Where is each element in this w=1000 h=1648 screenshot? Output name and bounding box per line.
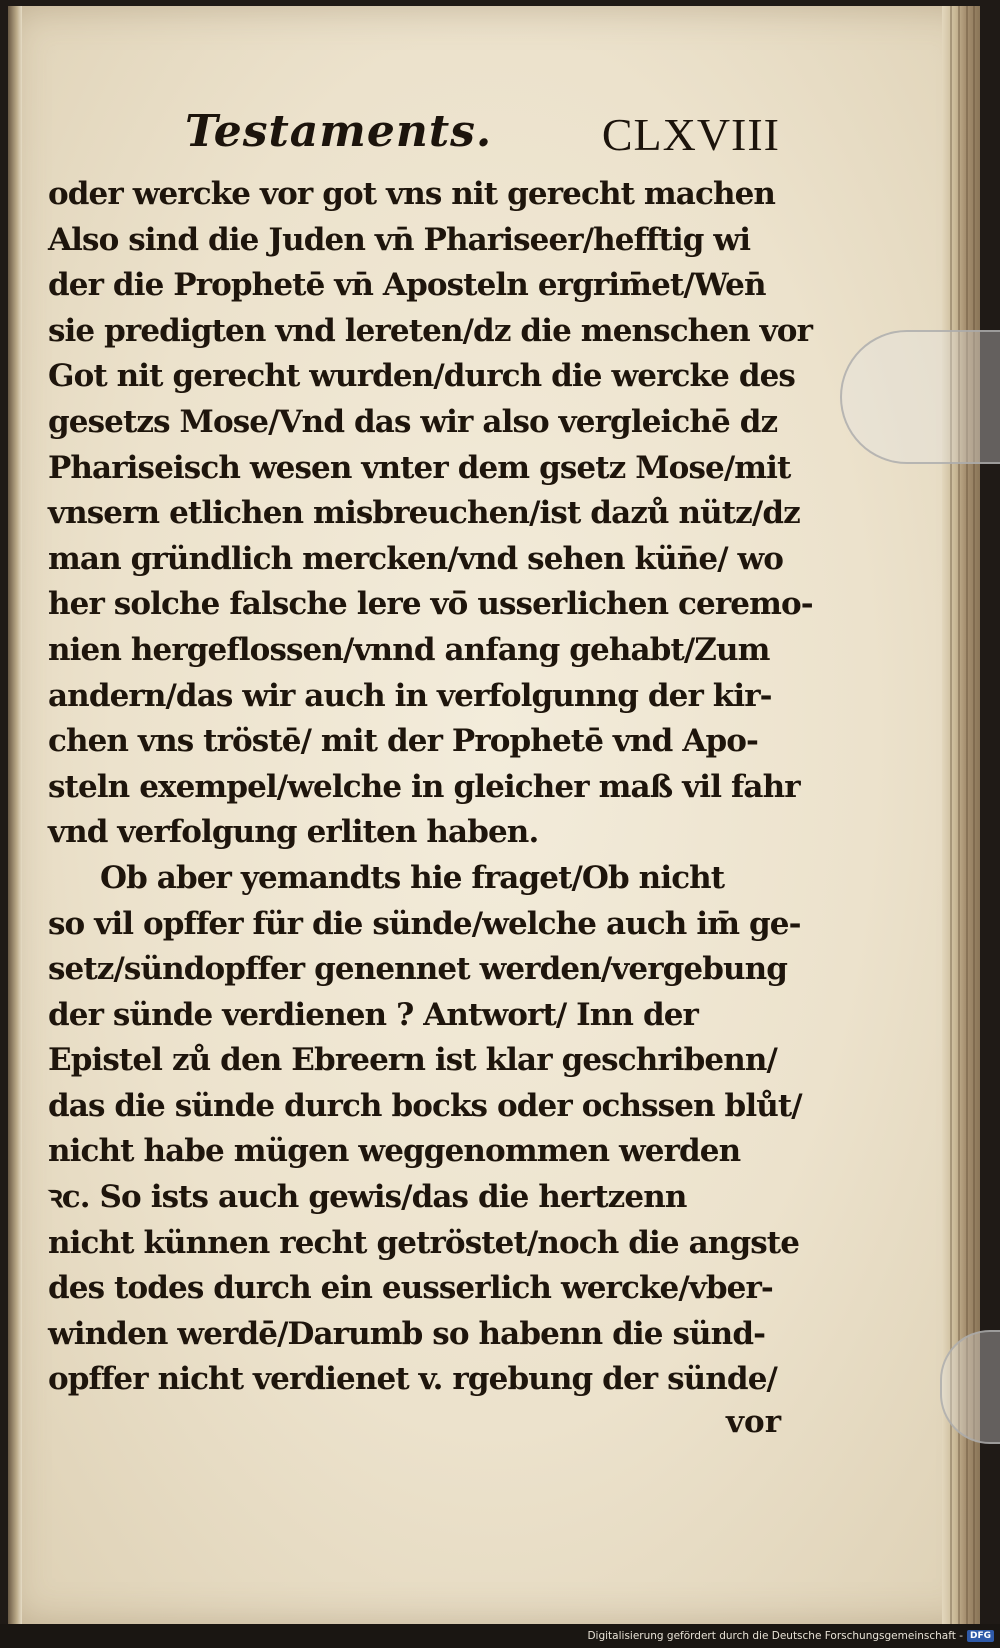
folio-number: CLXVIII: [601, 109, 780, 160]
text-line: vnd verfolgung erliten haben.: [48, 814, 539, 851]
page-header: [185, 106, 780, 168]
dfg-credit: [587, 1628, 994, 1644]
text-line: Phariseisch wesen vnter dem gsetz Mose/mit: [48, 449, 791, 486]
body-text: [48, 172, 813, 1403]
text-line: der sünde verdienen ? Antwort/ Inn der: [48, 996, 698, 1033]
text-line: so vil opffer für die sünde/welche auch im̄ ge-: [48, 905, 801, 942]
text-line: nien hergeflossen/vnnd anfang gehabt/Zum: [48, 631, 770, 668]
running-head: Testaments.: [185, 106, 493, 157]
text-line: Got nit gerecht wurden/durch die wercke des: [48, 358, 795, 395]
text-line: andern/das wir auch in verfolgunng der kir-: [48, 677, 772, 714]
catchword: vor: [726, 1404, 782, 1440]
text-line: winden werdē/Darumb so habenn die sünd-: [48, 1315, 766, 1352]
text-line: Ob aber yemandts hie fraget/Ob nicht: [100, 859, 725, 896]
text-line: chen vns tröstē/ mit der Prophetē vnd Apo-: [48, 723, 758, 760]
footer-band: [0, 1624, 1000, 1648]
text-line: sie predigten vnd lereten/dz die menschen vor: [48, 312, 813, 349]
text-line: steln exempel/welche in gleicher maß vil fahr: [48, 768, 800, 805]
text-line: ꝛc. So ists auch gewis/das die hertzenn: [48, 1179, 687, 1216]
text-line: des todes durch ein eusserlich wercke/vber-: [48, 1270, 773, 1307]
text-line: vnsern etlichen misbreuchen/ist dazů nütz/dz: [48, 495, 800, 532]
text-line: Also sind die Juden vn̄ Phariseer/hefftig wi: [48, 221, 751, 258]
text-line: Epistel zů den Ebreern ist klar geschribenn/: [48, 1042, 777, 1079]
text-line: das die sünde durch bocks oder ochssen blůt/: [48, 1087, 802, 1124]
dfg-logo: DFG: [967, 1630, 994, 1642]
page-gutter-edge: [8, 6, 22, 1626]
text-line: setz/sündopffer genennet werden/vergebung: [48, 951, 788, 988]
text-line: oder wercke vor got vns nit gerecht machen: [48, 176, 776, 212]
text-line: der die Prophetē vn̄ Aposteln ergrim̄et/Wen̄: [48, 267, 766, 304]
text-line: gesetzs Mose/Vnd das wir also vergleichē dz: [48, 403, 778, 440]
dfg-credit-text: Digitalisierung gefördert durch die Deutsche Forschungsgemeinschaft -: [587, 1630, 963, 1642]
page-clip-top: [840, 330, 1000, 464]
text-line: nicht habe mügen weggenommen werden: [48, 1133, 741, 1170]
text-line: nicht künnen recht getröstet/noch die angste: [48, 1224, 800, 1261]
text-line: opffer nicht verdienet v. rgebung der sünde/: [48, 1361, 777, 1398]
text-line: man gründlich mercken/vnd sehen kün̄e/ wo: [48, 540, 784, 577]
text-line: her solche falsche lere vō̄ usserlichen ceremo-: [48, 586, 813, 623]
